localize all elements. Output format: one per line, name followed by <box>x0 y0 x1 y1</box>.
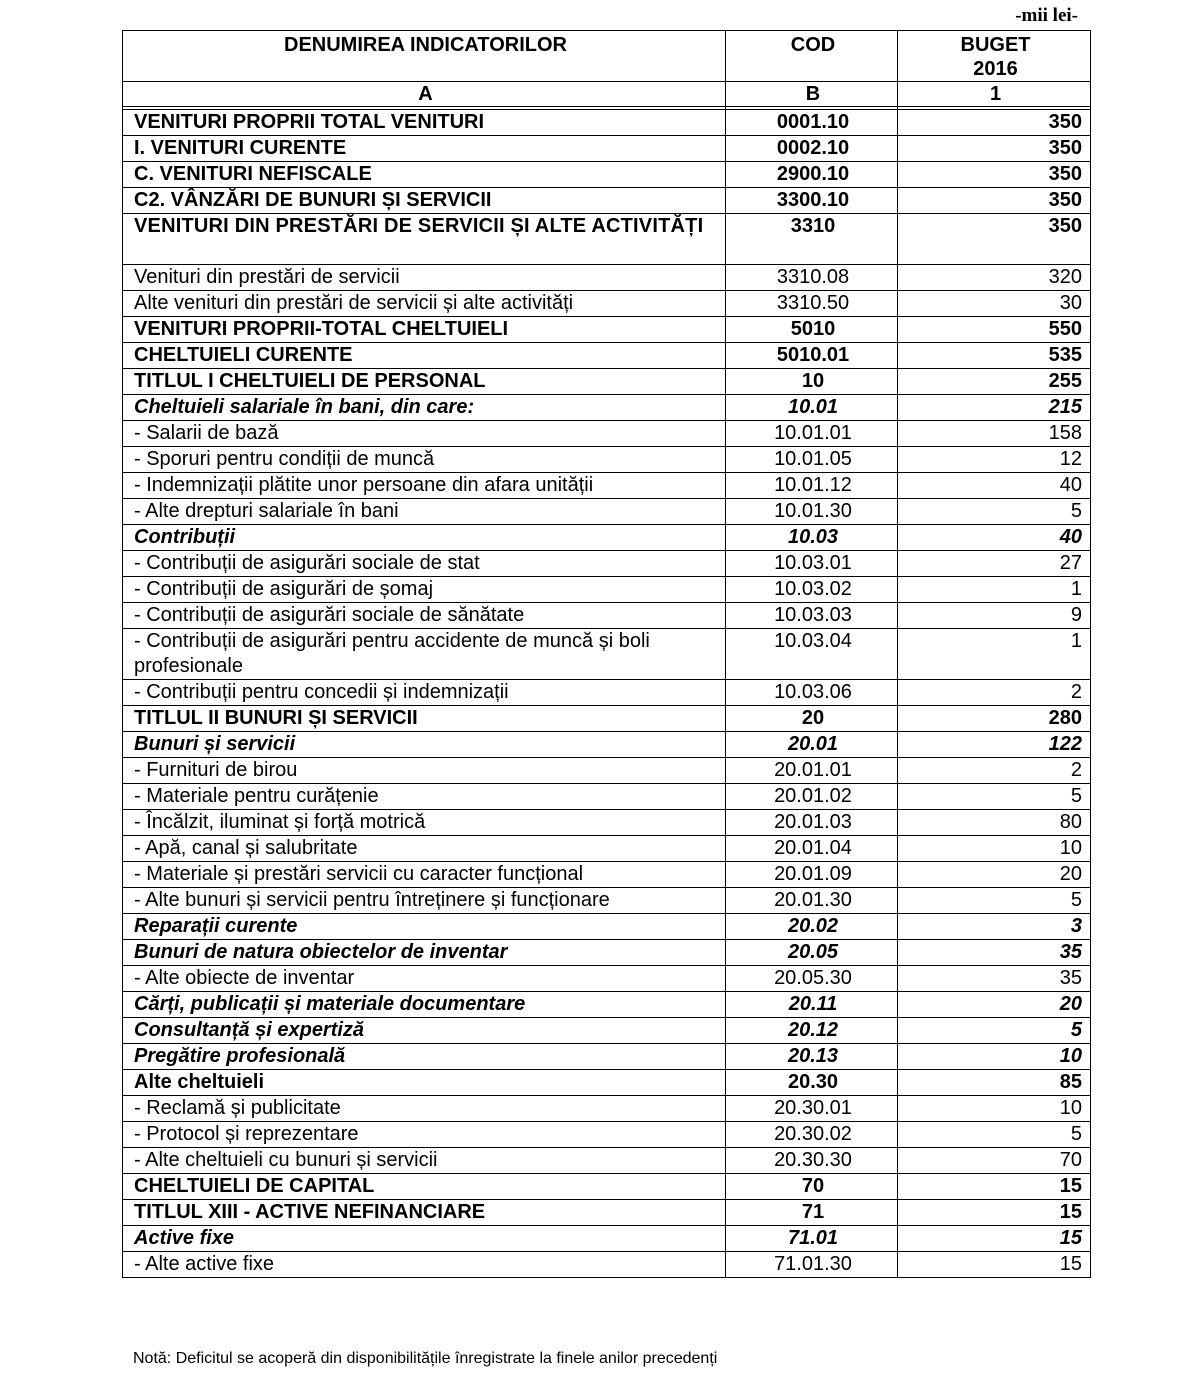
table-row <box>123 447 1091 473</box>
row-value: 350 <box>898 188 1091 214</box>
row-value: 85 <box>898 1070 1091 1096</box>
row-name: Cheltuieli salariale în bani, din care: <box>123 395 726 421</box>
row-code: 5010 <box>726 317 898 343</box>
row-code: 20 <box>726 706 898 732</box>
table-row <box>123 136 1091 162</box>
table-row <box>123 603 1091 629</box>
row-name: - Încălzit, iluminat și forță motrică <box>123 810 726 836</box>
row-name: - Furnituri de birou <box>123 758 726 784</box>
table-row <box>123 343 1091 369</box>
row-name: - Apă, canal și salubritate <box>123 836 726 862</box>
table-row <box>123 862 1091 888</box>
column-letters-row <box>123 82 1091 107</box>
row-code: 10.03.03 <box>726 603 898 629</box>
table-row <box>123 992 1091 1018</box>
row-value: 15 <box>898 1174 1091 1200</box>
row-value: 5 <box>898 784 1091 810</box>
table-row <box>123 188 1091 214</box>
row-code: 20.12 <box>726 1018 898 1044</box>
row-code: 10 <box>726 369 898 395</box>
row-name: - Alte active fixe <box>123 1252 726 1278</box>
header-budget <box>898 31 1091 82</box>
table-row <box>123 395 1091 421</box>
row-value: 350 <box>898 110 1091 136</box>
row-code: 20.11 <box>726 992 898 1018</box>
table-row <box>123 265 1091 291</box>
table-row <box>123 1252 1091 1278</box>
row-value: 20 <box>898 862 1091 888</box>
row-name: - Indemnizații plătite unor persoane din afara unității <box>123 473 726 499</box>
row-code: 20.01.02 <box>726 784 898 810</box>
header-name: DENUMIREA INDICATORILOR <box>123 31 726 82</box>
row-value: 255 <box>898 369 1091 395</box>
row-value: 10 <box>898 1044 1091 1070</box>
table-row <box>123 473 1091 499</box>
row-name: C. VENITURI NEFISCALE <box>123 162 726 188</box>
row-value: 10 <box>898 836 1091 862</box>
table-row <box>123 421 1091 447</box>
table-row <box>123 1148 1091 1174</box>
row-name: - Sporuri pentru condiții de muncă <box>123 447 726 473</box>
row-name: - Protocol și reprezentare <box>123 1122 726 1148</box>
row-code: 20.05.30 <box>726 966 898 992</box>
table-row <box>123 551 1091 577</box>
row-code: 20.13 <box>726 1044 898 1070</box>
row-code: 20.01.04 <box>726 836 898 862</box>
row-name: CHELTUIELI CURENTE <box>123 343 726 369</box>
row-code: 20.05 <box>726 940 898 966</box>
row-value: 1 <box>898 629 1091 680</box>
row-value: 5 <box>898 888 1091 914</box>
table-row <box>123 888 1091 914</box>
table-row <box>123 214 1091 265</box>
row-code: 20.01.30 <box>726 888 898 914</box>
row-value: 280 <box>898 706 1091 732</box>
row-value: 122 <box>898 732 1091 758</box>
row-name: VENITURI DIN PRESTĂRI DE SERVICII ȘI ALTE ACTIVITĂȚI <box>123 214 726 265</box>
table-row <box>123 499 1091 525</box>
row-name: C2. VÂNZĂRI DE BUNURI ȘI SERVICII <box>123 188 726 214</box>
row-name: Alte cheltuieli <box>123 1070 726 1096</box>
table-row <box>123 1226 1091 1252</box>
row-code: 2900.10 <box>726 162 898 188</box>
row-value: 12 <box>898 447 1091 473</box>
table-row <box>123 369 1091 395</box>
row-value: 5 <box>898 1018 1091 1044</box>
row-value: 5 <box>898 1122 1091 1148</box>
table-row <box>123 706 1091 732</box>
row-code: 3310.08 <box>726 265 898 291</box>
unit-label: -mii lei- <box>1015 5 1078 26</box>
row-code: 10.01.30 <box>726 499 898 525</box>
table-row <box>123 914 1091 940</box>
table-row <box>123 291 1091 317</box>
row-value: 35 <box>898 940 1091 966</box>
row-code: 3300.10 <box>726 188 898 214</box>
table-row <box>123 966 1091 992</box>
row-code: 20.30.30 <box>726 1148 898 1174</box>
row-name: - Contribuții de asigurări sociale de stat <box>123 551 726 577</box>
row-value: 215 <box>898 395 1091 421</box>
row-value: 10 <box>898 1096 1091 1122</box>
row-name: - Alte obiecte de inventar <box>123 966 726 992</box>
row-code: 71.01 <box>726 1226 898 1252</box>
table-row <box>123 1174 1091 1200</box>
row-name: - Contribuții de asigurări de șomaj <box>123 577 726 603</box>
row-code: 20.01 <box>726 732 898 758</box>
table-row <box>123 732 1091 758</box>
row-code: 20.30 <box>726 1070 898 1096</box>
row-code: 20.02 <box>726 914 898 940</box>
row-value: 27 <box>898 551 1091 577</box>
table-row <box>123 940 1091 966</box>
row-code: 10.01.01 <box>726 421 898 447</box>
row-value: 70 <box>898 1148 1091 1174</box>
row-name: - Alte cheltuieli cu bunuri și servicii <box>123 1148 726 1174</box>
row-value: 5 <box>898 499 1091 525</box>
row-name: TITLUL I CHELTUIELI DE PERSONAL <box>123 369 726 395</box>
row-name: VENITURI PROPRII TOTAL VENITURI <box>123 110 726 136</box>
row-value: 30 <box>898 291 1091 317</box>
row-value: 3 <box>898 914 1091 940</box>
row-value: 550 <box>898 317 1091 343</box>
row-value: 2 <box>898 680 1091 706</box>
row-value: 1 <box>898 577 1091 603</box>
row-code: 10.03 <box>726 525 898 551</box>
row-code: 20.30.01 <box>726 1096 898 1122</box>
header-budget-line1: BUGET <box>960 34 1031 56</box>
row-value: 15 <box>898 1200 1091 1226</box>
table-row <box>123 1096 1091 1122</box>
row-value: 9 <box>898 603 1091 629</box>
row-value: 350 <box>898 214 1091 265</box>
table-header-row <box>123 31 1091 82</box>
row-code: 10.03.01 <box>726 551 898 577</box>
footnote: Notă: Deficitul se acoperă din disponibilitățile înregistrate la finele anilor precedenți <box>133 1350 718 1367</box>
table-row <box>123 1018 1091 1044</box>
row-value: 35 <box>898 966 1091 992</box>
table-row <box>123 110 1091 136</box>
letter-a: A <box>123 82 726 107</box>
table-row <box>123 1200 1091 1226</box>
row-name: - Reclamă și publicitate <box>123 1096 726 1122</box>
row-name: - Alte bunuri și servicii pentru întreținere și funcționare <box>123 888 726 914</box>
row-name: Reparații curente <box>123 914 726 940</box>
row-value: 80 <box>898 810 1091 836</box>
table-row <box>123 1070 1091 1096</box>
row-value: 320 <box>898 265 1091 291</box>
table-row <box>123 1122 1091 1148</box>
row-code: 3310 <box>726 214 898 265</box>
row-value: 2 <box>898 758 1091 784</box>
table-row <box>123 680 1091 706</box>
row-code: 5010.01 <box>726 343 898 369</box>
header-code: COD <box>726 31 898 82</box>
table-row <box>123 629 1091 680</box>
row-code: 10.03.02 <box>726 577 898 603</box>
row-value: 350 <box>898 162 1091 188</box>
row-code: 70 <box>726 1174 898 1200</box>
budget-table <box>122 30 1091 1278</box>
row-name: TITLUL II BUNURI ȘI SERVICII <box>123 706 726 732</box>
row-name: TITLUL XIII - ACTIVE NEFINANCIARE <box>123 1200 726 1226</box>
row-name: CHELTUIELI DE CAPITAL <box>123 1174 726 1200</box>
row-name: - Alte drepturi salariale în bani <box>123 499 726 525</box>
row-name: Cărți, publicații și materiale documentare <box>123 992 726 1018</box>
row-code: 10.03.06 <box>726 680 898 706</box>
row-code: 0001.10 <box>726 110 898 136</box>
row-value: 535 <box>898 343 1091 369</box>
row-name: - Materiale și prestări servicii cu caracter funcțional <box>123 862 726 888</box>
row-name: Pregătire profesională <box>123 1044 726 1070</box>
row-value: 15 <box>898 1226 1091 1252</box>
table-row <box>123 810 1091 836</box>
letter-1: 1 <box>898 82 1091 107</box>
header-budget-line2: 2016 <box>973 58 1018 80</box>
row-code: 10.01.05 <box>726 447 898 473</box>
row-name: - Contribuții de asigurări sociale de sănătate <box>123 603 726 629</box>
row-name: - Contribuții pentru concedii și indemnizații <box>123 680 726 706</box>
row-code: 10.01 <box>726 395 898 421</box>
table-row <box>123 317 1091 343</box>
row-value: 158 <box>898 421 1091 447</box>
row-name: - Contribuții de asigurări pentru accidente de muncă și boli profesionale <box>123 629 726 680</box>
row-code: 3310.50 <box>726 291 898 317</box>
row-name: - Materiale pentru curățenie <box>123 784 726 810</box>
row-code: 20.01.03 <box>726 810 898 836</box>
row-code: 10.03.04 <box>726 629 898 680</box>
row-value: 40 <box>898 473 1091 499</box>
row-name: I. VENITURI CURENTE <box>123 136 726 162</box>
row-name: VENITURI PROPRII-TOTAL CHELTUIELI <box>123 317 726 343</box>
table-row <box>123 836 1091 862</box>
row-name: - Salarii de bază <box>123 421 726 447</box>
row-name: Bunuri și servicii <box>123 732 726 758</box>
letter-b: B <box>726 82 898 107</box>
row-value: 40 <box>898 525 1091 551</box>
row-code: 10.01.12 <box>726 473 898 499</box>
row-code: 20.30.02 <box>726 1122 898 1148</box>
table-row <box>123 1044 1091 1070</box>
row-code: 20.01.01 <box>726 758 898 784</box>
row-name: Bunuri de natura obiectelor de inventar <box>123 940 726 966</box>
row-name: Alte venituri din prestări de servicii și alte activități <box>123 291 726 317</box>
row-code: 71 <box>726 1200 898 1226</box>
row-code: 20.01.09 <box>726 862 898 888</box>
table-row <box>123 577 1091 603</box>
row-name: Consultanță și expertiză <box>123 1018 726 1044</box>
table-row <box>123 162 1091 188</box>
row-code: 71.01.30 <box>726 1252 898 1278</box>
row-code: 0002.10 <box>726 136 898 162</box>
row-name: Active fixe <box>123 1226 726 1252</box>
table-row <box>123 758 1091 784</box>
row-value: 20 <box>898 992 1091 1018</box>
table-row <box>123 784 1091 810</box>
row-name: Contribuții <box>123 525 726 551</box>
row-name: Venituri din prestări de servicii <box>123 265 726 291</box>
row-value: 350 <box>898 136 1091 162</box>
row-value: 15 <box>898 1252 1091 1278</box>
table-row <box>123 525 1091 551</box>
